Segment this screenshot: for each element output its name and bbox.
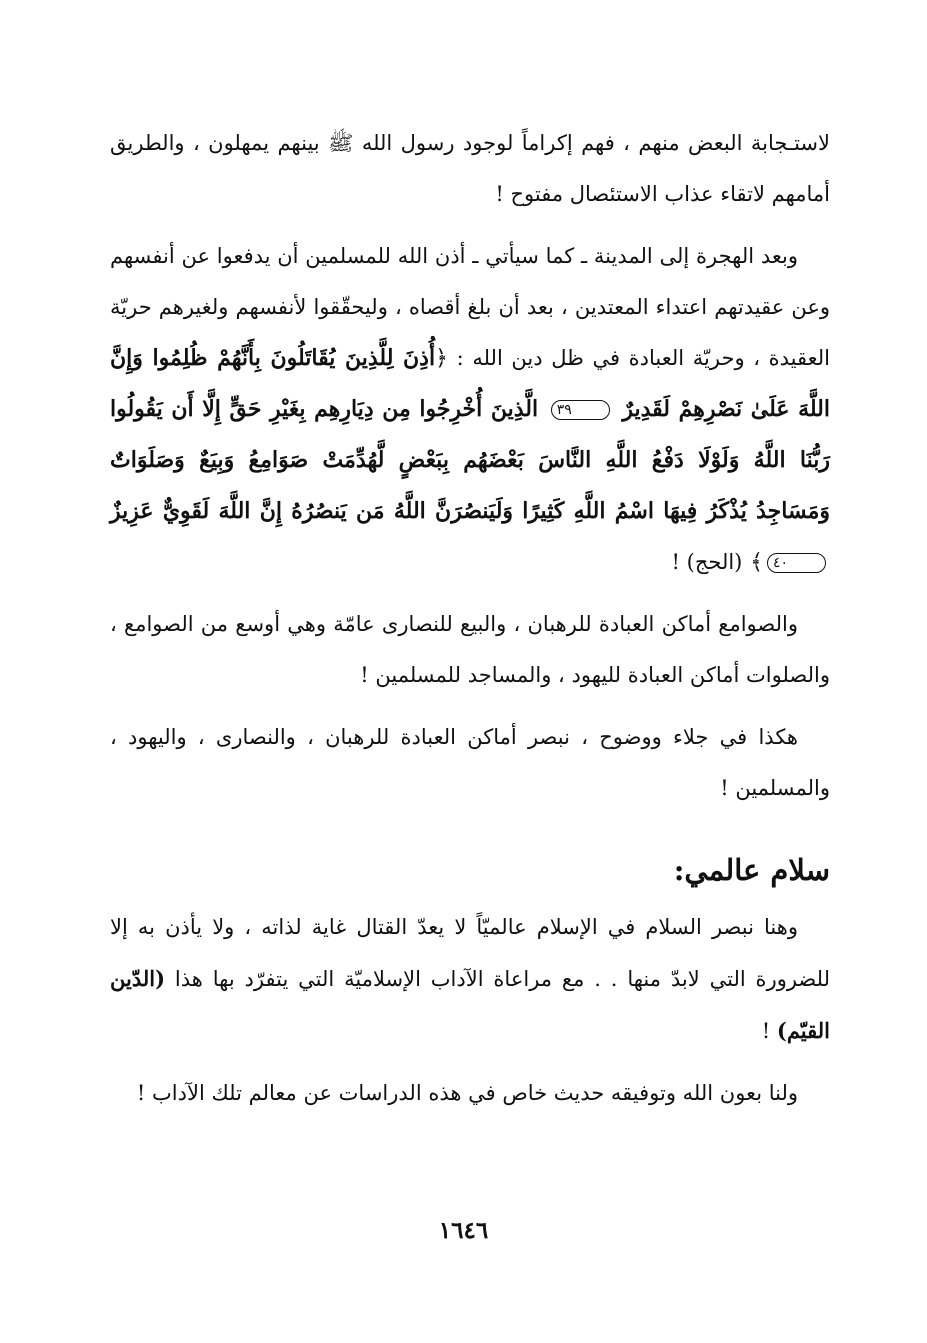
page-number: ١٦٤٦ <box>438 1217 489 1244</box>
close-bracket: ﴾ <box>750 550 763 575</box>
bold-term: (الدّين القيّم) <box>110 966 830 1043</box>
paragraph-5-end: ! <box>761 1019 771 1043</box>
paragraph-4: هكذا في جلاء ووضوح ، نبصر أماكن العبادة للرهبان ، والنصارى ، واليهود ، والمسلمين ! <box>110 725 830 800</box>
paragraph-2-intro: وبعد الهجرة إلى المدينة ـ كما سيأتي ـ أذن الله للمسلمين أن يدفعوا عن أنفسهم وعن عقيدتهم اعتداء المعتدين ، بعد أن بلغ أقصاه ، وليحقّقوا لأنفسهم ولغيرهم حريّة العقيدة ، وحريّة العبادة في ظل دين الله : <box>110 244 830 370</box>
verse-part-1: أُذِنَ لِلَّذِينَ يُقَاتَلُونَ بِأَنَّهُمْ ظُلِمُوا وَإِنَّ اللَّهَ عَلَىٰ نَصْرِهِمْ لَقَدِيرٌ <box>110 345 830 422</box>
paragraph-5-text: وهنا نبصر السلام في الإسلام عالميّاً لا يعدّ القتال غاية لذاته ، ولا يأذن به إلا للضرورة التي لابدّ منها . . مع مراعاة الآداب الإسلاميّة التي يتفرّد بها هذا <box>110 915 830 991</box>
paragraph-6: ولنا بعون الله وتوفيقه حديث خاص في هذه الدراسات عن معالم تلك الآداب ! <box>136 1081 798 1105</box>
verse-part-2: الَّذِينَ أُخْرِجُوا مِن دِيَارِهِم بِغَيْرِ حَقٍّ إِلَّا أَن يَقُولُوا رَبُّنَا اللَّهُ وَلَوْلَا دَفْعُ اللَّهِ النَّاسَ بَعْضَهُم بِبَعْضٍ لَّهُدِّمَتْ صَوَامِعُ وَبِيَعٌ وَصَلَوَاتٌ وَمَسَاجِدُ يُذْكَرُ فِيهَا اسْمُ اللَّهِ كَثِيرًا وَلَيَنصُرَنَّ اللَّهُ مَن يَنصُرُهُ إِنَّ اللَّهَ لَقَوِيٌّ عَزِيزٌ <box>110 396 830 524</box>
paragraph-3: والصوامع أماكن العبادة للرهبان ، والبيع للنصارى عامّة وهي أوسع من الصوامع ، والصلوات أماكن العبادة لليهود ، والمساجد للمسلمين ! <box>110 612 830 687</box>
page-body <box>110 118 830 1130</box>
open-bracket: ﴿ <box>435 346 448 371</box>
ayah-number-39: ٣٩ <box>551 400 610 420</box>
ayah-number-40: ٤٠ <box>767 553 826 573</box>
verse-source: (الحج) ! <box>671 550 743 574</box>
paragraph-1: لاستـجابة البعض منهم ، فهم إكراماً لوجود رسول الله ﷺ بينهم يمهلون ، والطريق أمامهم لاتقاء عذاب الاستئصال مفتوح ! <box>110 131 830 206</box>
paragraph-2 <box>110 231 830 588</box>
paragraph-5 <box>110 902 830 1057</box>
section-heading: سلام عالمي: <box>673 853 830 887</box>
quran-verse <box>110 345 830 575</box>
